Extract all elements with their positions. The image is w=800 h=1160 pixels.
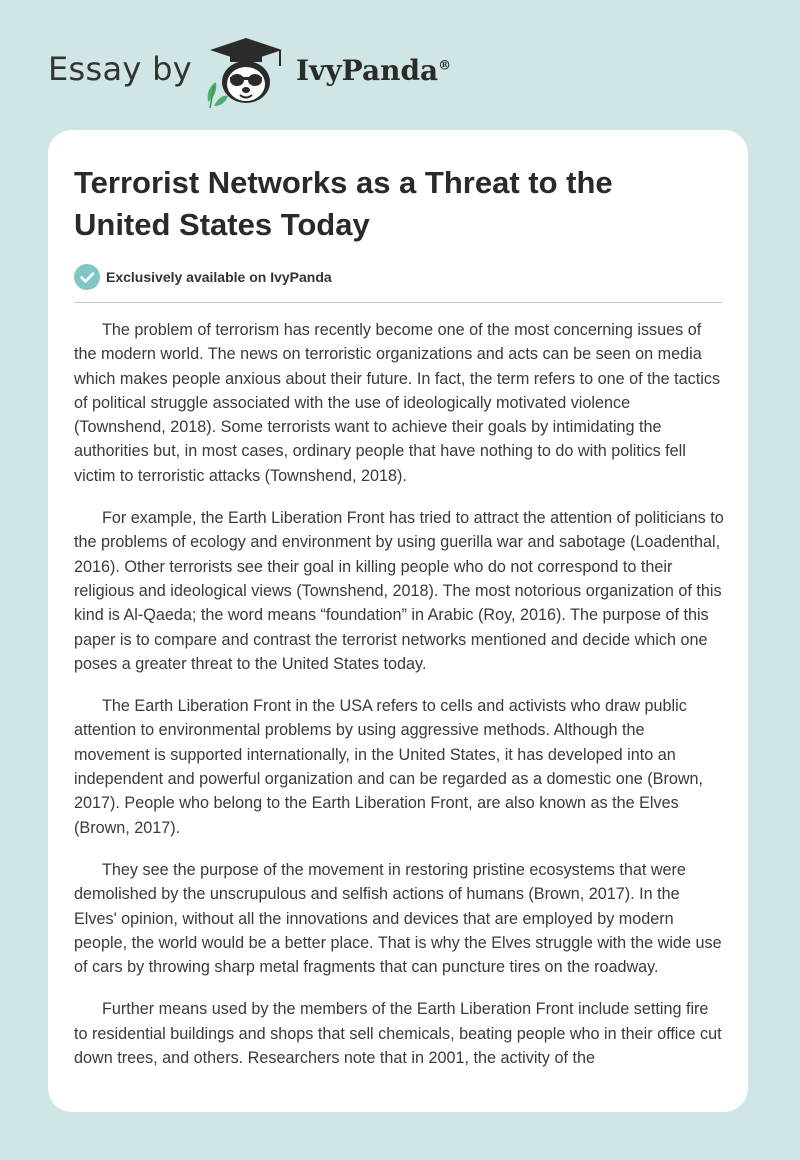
- essay-by-label: Essay by: [48, 50, 192, 88]
- checkmark-icon: [74, 264, 100, 290]
- essay-body: [74, 318, 724, 1088]
- registered-mark: ®: [438, 58, 452, 74]
- exclusive-badge-label: Exclusively available on IvyPanda: [106, 269, 332, 285]
- paragraph: For example, the Earth Liberation Front has tried to attract the attention of politicians to the problems of ecology and environment by using guerilla war and sabotage (Loadenthal, 2016). Other terrorists see their goal in killing people who do not correspond to their religious and ideological views (Townshend, 2018). The most notorious organization of this kind is Al-Qaeda; the word means “foundation” in Arabic (Roy, 2016). The purpose of this paper is to compare and contrast the terrorist networks mentioned and decide which one poses a greater threat to the United States today.: [74, 509, 724, 673]
- ivypanda-wordmark[interactable]: [296, 54, 451, 87]
- essay-card: [48, 130, 748, 1112]
- site-header: [48, 36, 568, 108]
- title-divider: [74, 302, 722, 303]
- paragraph: The Earth Liberation Front in the USA refers to cells and activists who draw public attention to environmental problems by using aggressive methods. Although the movement is supported internationally, in the United States, it has developed into an independent and powerful organization and can be regarded as a domestic one (Brown, 2017). People who belong to the Earth Liberation Front, are also known as the Elves (Brown, 2017).: [74, 697, 704, 837]
- paragraph: The problem of terrorism has recently become one of the most concerning issues of the modern world. The news on terroristic organizations and acts can be seen on media which makes people anxious about their future. In fact, the term refers to one of the tactics of political struggle associated with the use of ideologically motivated violence (Townshend, 2018). Some terrorists want to achieve their goals by intimidating the authorities but, in most cases, ordinary people that have nothing to do with politics fell victim to terroristic attacks (Townshend, 2018).: [74, 321, 721, 485]
- brand-name-text: IvyPanda: [296, 54, 439, 87]
- paragraph: Further means used by the members of the Earth Liberation Front include setting fire to residential buildings and shops that sell chemicals, beating people who in their office cut down trees, and others. Researchers note that in 2001, the activity of the: [74, 1000, 722, 1068]
- panda-logo-icon[interactable]: [200, 36, 292, 108]
- paragraph: They see the purpose of the movement in restoring pristine ecosystems that were demolished by the unscrupulous and selfish actions of humans (Brown, 2017). In the Elves' opinion, without all the innovations and devices that are employed by modern people, the world would be a better place. That is why the Elves struggle with the wide use of cars by throwing sharp metal fragments that can puncture tires on the roadway.: [74, 860, 722, 977]
- exclusive-badge: [74, 264, 332, 290]
- essay-title: Terrorist Networks as a Threat to the United States Today: [74, 165, 613, 242]
